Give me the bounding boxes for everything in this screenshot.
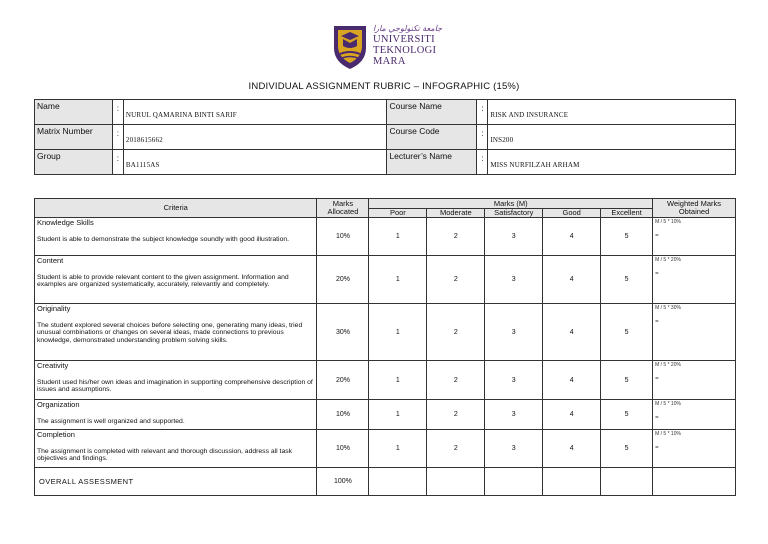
criteria-description: Student is able to demonstrate the subject knowledge soundly with good illustration. [37,236,290,243]
criteria-header: Criteria [35,199,317,218]
score-good[interactable]: 4 [543,430,601,468]
name-label: Name [35,100,113,125]
colon: : [477,100,488,125]
weighted-formula: M / 5 * 10% [655,431,681,437]
weighted-equals: = [655,233,659,239]
criteria-title: Organization [37,400,80,409]
student-info-table [34,99,736,175]
score-good[interactable]: 4 [543,218,601,256]
info-row-name [35,100,736,125]
group-value: BA1115AS [123,150,387,175]
criteria-title: Originality [37,304,71,313]
weighted-marks-header: Weighted Marks Obtained [653,199,736,218]
colon: : [112,100,123,125]
overall-assessment-label: OVERALL ASSESSMENT [35,468,317,496]
criteria-description: The assignment is well organized and supported. [37,418,185,425]
rubric-table [34,198,736,496]
excellent-header: Excellent [601,209,653,218]
info-row-matrix [35,125,736,150]
criteria-description: Student is able to provide relevant content to the given assignment. Information and examples are organized systematically, accurately, relevantly and completely. [37,274,289,289]
overall-empty-cell [369,468,427,496]
university-name-line3: MARA [373,56,406,67]
weighted-marks-cell [653,256,736,304]
overall-empty-cell [427,468,485,496]
rubric-header-row [35,199,736,209]
name-value: NURUL QAMARINA BINTI SARIF [123,100,387,125]
score-poor[interactable]: 1 [369,400,427,430]
table-row [35,304,736,361]
score-good[interactable]: 4 [543,304,601,361]
score-satisfactory[interactable]: 3 [485,361,543,400]
university-crest-icon [331,24,369,70]
criteria-cell [35,430,317,468]
university-script-name: جامعة تكنولوجي مارا [373,24,443,33]
overall-assessment-value: 100% [317,468,369,496]
criteria-cell [35,218,317,256]
course-name-label: Course Name [387,100,477,125]
weighted-marks-cell [653,430,736,468]
weighted-formula: M / 5 * 20% [655,362,681,368]
criteria-title: Content [37,256,64,265]
table-row [35,256,736,304]
marks-allocated-header: Marks Allocated [317,199,369,218]
satisfactory-header: Satisfactory [485,209,543,218]
marks-allocated-cell: 10% [317,400,369,430]
course-name-value: RISK AND INSURANCE [488,100,736,125]
marks-allocated-cell: 30% [317,304,369,361]
score-excellent[interactable]: 5 [601,430,653,468]
score-good[interactable]: 4 [543,256,601,304]
score-good[interactable]: 4 [543,400,601,430]
course-code-value: INS200 [488,125,736,150]
poor-header: Poor [369,209,427,218]
score-excellent[interactable]: 5 [601,256,653,304]
group-label: Group [35,150,113,175]
marks-allocated-cell: 20% [317,361,369,400]
weighted-equals: = [655,271,659,277]
criteria-title: Knowledge Skills [37,218,94,227]
marks-m-header: Marks (M) [369,199,653,209]
weighted-formula: M / 5 * 20% [655,257,681,263]
overall-empty-cell [543,468,601,496]
weighted-equals: = [655,376,659,382]
matrix-value: 2018615662 [123,125,387,150]
score-satisfactory[interactable]: 3 [485,218,543,256]
score-satisfactory[interactable]: 3 [485,304,543,361]
colon: : [112,150,123,175]
uitm-logo [331,24,441,72]
colon: : [477,150,488,175]
score-good[interactable]: 4 [543,361,601,400]
score-satisfactory[interactable]: 3 [485,256,543,304]
document-title: INDIVIDUAL ASSIGNMENT RUBRIC – INFOGRAPHIC (15%) [248,81,520,92]
weighted-marks-cell [653,400,736,430]
score-moderate[interactable]: 2 [427,304,485,361]
matrix-label: Matrix Number [35,125,113,150]
criteria-cell [35,304,317,361]
marks-allocated-cell: 20% [317,256,369,304]
overall-empty-cell [485,468,543,496]
weighted-marks-cell [653,218,736,256]
weighted-marks-cell [653,304,736,361]
weighted-formula: M / 5 * 30% [655,305,681,311]
university-name-line2: TEKNOLOGI [373,45,437,56]
score-moderate[interactable]: 2 [427,430,485,468]
criteria-description: The student explored several choices before selecting one, generating many ideas, tried unusual combinations or changes on several ideas, made connections to previous knowledge, demonstrated understanding problem solving skills. [37,322,303,344]
weighted-marks-cell [653,361,736,400]
score-excellent[interactable]: 5 [601,304,653,361]
criteria-cell [35,400,317,430]
score-poor[interactable]: 1 [369,430,427,468]
score-excellent[interactable]: 5 [601,218,653,256]
lecturer-label: Lecturer’s Name [387,150,477,175]
university-name-line1: UNIVERSITI [373,34,435,45]
weighted-formula: M / 5 * 10% [655,219,681,225]
table-row [35,361,736,400]
table-row [35,400,736,430]
score-excellent[interactable]: 5 [601,400,653,430]
criteria-cell [35,256,317,304]
moderate-header: Moderate [427,209,485,218]
overall-empty-cell [601,468,653,496]
score-poor[interactable]: 1 [369,218,427,256]
info-row-group [35,150,736,175]
lecturer-value: MISS NURFILZAH ARHAM [488,150,736,175]
overall-row [35,468,736,496]
score-poor[interactable]: 1 [369,256,427,304]
score-excellent[interactable]: 5 [601,361,653,400]
colon: : [112,125,123,150]
weighted-equals: = [655,445,659,451]
score-poor[interactable]: 1 [369,361,427,400]
overall-weighted-total [653,468,736,496]
weighted-equals: = [655,415,659,421]
criteria-cell [35,361,317,400]
colon: : [477,125,488,150]
score-poor[interactable]: 1 [369,304,427,361]
score-satisfactory[interactable]: 3 [485,430,543,468]
score-moderate[interactable]: 2 [427,218,485,256]
good-header: Good [543,209,601,218]
table-row [35,218,736,256]
score-moderate[interactable]: 2 [427,400,485,430]
marks-allocated-cell: 10% [317,218,369,256]
score-satisfactory[interactable]: 3 [485,400,543,430]
criteria-title: Completion [37,430,75,439]
weighted-equals: = [655,319,659,325]
course-code-label: Course Code [387,125,477,150]
criteria-title: Creativity [37,361,69,370]
criteria-description: Student used his/her own ideas and imagination in supporting comprehensive description of issues and assumptions. [37,379,313,394]
score-moderate[interactable]: 2 [427,361,485,400]
score-moderate[interactable]: 2 [427,256,485,304]
marks-allocated-cell: 10% [317,430,369,468]
table-row [35,430,736,468]
criteria-description: The assignment is completed with relevant and thorough discussion, address all task objectives and findings. [37,448,293,463]
weighted-formula: M / 5 * 10% [655,401,681,407]
